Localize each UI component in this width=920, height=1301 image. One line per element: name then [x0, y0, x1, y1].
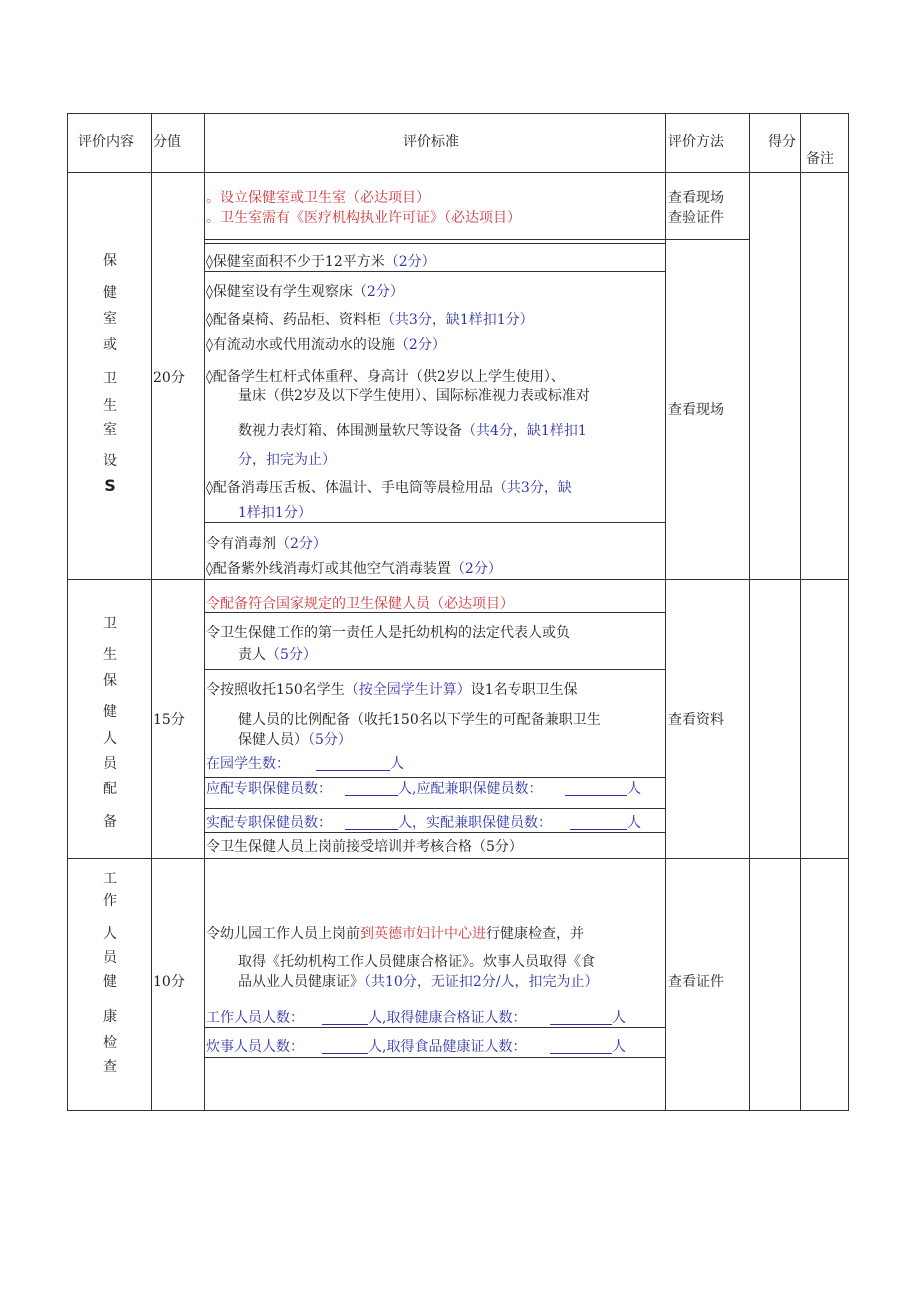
criterion-note: （按全园学生计算） [344, 682, 471, 698]
s1-divider-c [204, 271, 665, 272]
criterion-points: （共3分，缺 [492, 480, 572, 496]
section3-title-char: 工 [103, 871, 117, 887]
criterion-body: 令按照收托150名学生 [206, 682, 345, 698]
field-cook-certified-label: 人,取得食品健康证人数： [368, 1039, 527, 1055]
section1-title-char: 卫 [103, 371, 117, 387]
s1-divider-b [204, 243, 665, 244]
section1-score: 20分 [153, 370, 185, 386]
criterion-body: 保健人员） [238, 732, 308, 748]
criterion-body: ◊保健室面积不少于12平方米 [206, 254, 385, 270]
criterion-text [206, 481, 572, 495]
s2-divider-e [204, 832, 665, 833]
criterion-text [206, 338, 446, 352]
criterion-text [206, 562, 502, 576]
section3-title-char: 员 [103, 950, 117, 966]
criterion-text [206, 313, 534, 327]
field-required-fulltime-input[interactable] [345, 795, 398, 796]
section1-title-char: 生 [103, 398, 117, 414]
section2-title-char: 生 [103, 647, 117, 663]
criterion-points: （共10分，无证扣2分/人，扣完为止） [364, 974, 599, 990]
s1-divider-a [204, 239, 749, 240]
header-remark: 备注 [806, 151, 834, 167]
criterion-body: 责人 [238, 647, 266, 663]
section2-method: 查看资料 [668, 712, 724, 728]
section3-title-char: 查 [103, 1059, 117, 1075]
criterion-text [206, 683, 578, 697]
criterion-points: （2分） [450, 561, 502, 577]
criterion-body: ◊配备紫外线消毒灯或其他空气消毒装置 [206, 561, 451, 577]
header-score-value: 分值 [153, 134, 181, 150]
section2-title-char: 保 [103, 673, 117, 689]
field-required-parttime-unit: 人 [627, 781, 641, 797]
criterion-text: 令卫生保健工作的第一责任人是托幼机构的法定代表人或负 [206, 625, 570, 641]
section3-method: 查看证件 [668, 974, 724, 990]
criterion-body: ◊配备桌椅、药品柜、资料柜 [206, 312, 381, 328]
criterion-text [206, 255, 436, 269]
criterion-body: 行健康检查，并 [486, 926, 584, 942]
section1-title-char: 室 [103, 422, 117, 438]
table-left-border [67, 113, 68, 1110]
criterion-text: 量床（供2岁及以下学生使用）、国际标准视力表或标准对 [238, 388, 590, 404]
criterion-text: 。设立保健室或卫生室（必达项目） [206, 190, 430, 206]
criterion-text [206, 285, 404, 299]
criterion-text: 令卫生保健人员上岗前接受培训并考核合格（5分） [206, 839, 523, 855]
criterion-points: （5分） [308, 732, 352, 748]
section2-title-char: 配 [103, 781, 117, 797]
section1-title-char: S [104, 476, 116, 495]
section2-title-char: 备 [103, 814, 117, 830]
section1-title-char: 或 [103, 337, 117, 353]
s3-divider-b [204, 1057, 665, 1058]
criterion-text [206, 927, 584, 941]
criterion-text: 。卫生室需有《医疗机构执业许可证》（必达项目） [206, 210, 521, 226]
field-staff-certified-input[interactable] [550, 1024, 612, 1025]
field-cook-count-input[interactable] [322, 1053, 368, 1054]
criterion-text [238, 648, 317, 662]
s2-divider-a [204, 612, 665, 613]
field-required-fulltime-label: 应配专职保健员数： [206, 781, 332, 797]
criterion-points: 1样扣1分） [238, 505, 312, 521]
section2-title-char: 员 [103, 756, 117, 772]
criterion-points: （2分） [276, 536, 327, 552]
criterion-points: （共3分，缺1样扣1分） [380, 312, 534, 328]
table-bottom-border [67, 1110, 849, 1111]
field-staff-certified-label: 人,取得健康合格证人数： [368, 1010, 527, 1026]
section3-title-char: 人 [103, 926, 117, 942]
criterion-highlight: 到英德市妇计中心进 [360, 926, 486, 942]
criterion-points: 分，扣完为止） [238, 452, 336, 468]
criterion-points: （2分） [352, 284, 404, 300]
header-bottom-border [67, 172, 849, 173]
section3-title-char: 康 [103, 1009, 117, 1025]
section1-title-char: 室 [103, 311, 117, 327]
criterion-body: 品从业人员健康证》 [238, 974, 364, 990]
s2-divider-d [204, 808, 665, 809]
criterion-body: 设1名专职卫生保 [470, 682, 578, 698]
field-cook-certified-unit: 人 [612, 1039, 626, 1055]
section1-method-b: 查看现场 [668, 402, 724, 418]
criterion-body: ◊保健室设有学生观察床 [206, 284, 353, 300]
section3-title-char: 作 [103, 893, 117, 909]
field-cook-certified-input[interactable] [550, 1053, 612, 1054]
section2-bottom-border [67, 858, 849, 859]
field-students-input[interactable] [316, 770, 390, 771]
criterion-text [238, 733, 352, 747]
field-actual-parttime-label: 人，实配兼职保健员数： [398, 815, 552, 831]
criterion-text [206, 537, 327, 551]
section3-score: 10分 [153, 974, 185, 990]
criterion-body: 令有消毒剂 [206, 536, 276, 552]
section2-score: 15分 [153, 712, 185, 728]
section1-title-char: 健 [103, 285, 117, 301]
field-staff-count-input[interactable] [322, 1024, 368, 1025]
field-actual-parttime-unit: 人 [627, 815, 641, 831]
s2-divider-c [204, 777, 665, 778]
criterion-text: ◊配备学生杠杆式体重秤、身高计（供2岁以上学生使用）、 [206, 369, 565, 385]
criterion-text: 取得《托幼机构工作人员健康合格证》。炊事人员取得《食 [238, 954, 595, 970]
section2-title-char: 卫 [103, 616, 117, 632]
field-students-unit: 人 [390, 756, 404, 772]
field-required-parttime-label: 人,应配兼职保健员数： [398, 781, 543, 797]
criterion-text: 令配备符合国家规定的卫生保健人员（必达项目） [206, 596, 514, 612]
criterion-points: （共4分，缺1样扣1 [462, 423, 587, 439]
section1-method-a-line1: 查看现场 [668, 190, 724, 206]
header-score: 得分 [768, 134, 796, 150]
header-standard: 评价标准 [403, 134, 459, 150]
field-actual-parttime-input[interactable] [570, 829, 627, 830]
s1-divider-d [204, 522, 665, 523]
col-divider-5 [800, 113, 801, 1110]
table-top-border [67, 113, 849, 114]
field-students-label: 在园学生数： [206, 756, 290, 772]
section3-title-char: 健 [103, 974, 117, 990]
field-actual-fulltime-label: 实配专职保健员数： [206, 815, 332, 831]
field-staff-certified-unit: 人 [612, 1010, 626, 1026]
col-divider-1 [151, 113, 152, 1110]
s2-divider-b [204, 669, 665, 670]
criterion-body: 令幼儿园工作人员上岗前 [206, 926, 360, 942]
criterion-points: （2分） [394, 337, 446, 353]
header-method: 评价方法 [668, 134, 724, 150]
table-right-border [848, 113, 849, 1110]
section2-title-char: 人 [103, 731, 117, 747]
criterion-points: （5分） [266, 647, 317, 663]
criterion-text [238, 975, 598, 989]
criterion-body: ◊配备消毒压舌板、体温计、手电筒等晨检用品 [206, 480, 493, 496]
field-actual-fulltime-input[interactable] [345, 829, 398, 830]
criterion-body: 数视力表灯箱、体围测量软尺等设备 [238, 423, 462, 439]
section1-title-char: 保 [103, 253, 117, 269]
section1-bottom-border [67, 579, 849, 580]
section1-method-a-line2: 查验证件 [668, 210, 724, 226]
criterion-points: （2分） [384, 254, 436, 270]
col-divider-3 [665, 113, 666, 1110]
field-staff-count-label: 工作人员人数： [206, 1010, 304, 1026]
criterion-body: ◊有流动水或代用流动水的设施 [206, 337, 395, 353]
criterion-text: 健人员的比例配备（收托150名以下学生的可配备兼职卫生 [238, 712, 601, 728]
section1-title-char: 设 [103, 453, 117, 469]
field-required-parttime-input[interactable] [565, 795, 627, 796]
field-cook-count-label: 炊事人员人数： [206, 1039, 304, 1055]
col-divider-4 [749, 113, 750, 1110]
header-content: 评价内容 [78, 134, 134, 150]
criterion-text [238, 424, 587, 438]
section2-title-char: 健 [103, 704, 117, 720]
section3-title-char: 检 [103, 1035, 117, 1051]
s3-divider-a [204, 1027, 665, 1028]
